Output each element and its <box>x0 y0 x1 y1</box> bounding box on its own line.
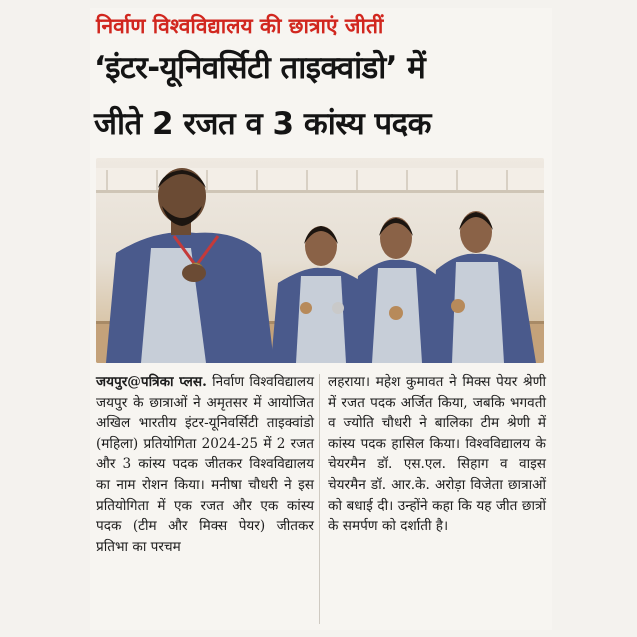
news-clipping <box>90 8 552 630</box>
column-1-text: निर्वाण विश्वविद्यालय जयपुर के छात्राओं ने अमृतसर में आयोजित अखिल भारतीय इंटर-यूनिवर्सिटी ताइक्वांडो (महिला) प्रतियोगिता 2024-25 में 2 रजत और 3 कांस्य पदक जीतकर विश्वविद्यालय का नाम रोशन किया। मनीषा चौधरी ने इस प्रतियोगिता में एक रजत और एक कांस्य पदक (टीम और मिक्स पेयर) जीतकर प्रतिभा का परचम <box>96 374 314 555</box>
person-coach <box>106 168 274 363</box>
article-column-1 <box>96 372 314 557</box>
column-2-text: लहराया। महेश कुमावत ने मिक्स पेयर श्रेणी में रजत पदक अर्जित किया, जबकि भगवती व ज्योति चौधरी ने बालिका टीम श्रेणी में कांस्य पदक हासिल किया। विश्वविद्यालय के चेयरमैन डॉ. एस.एल. सिहाग व वाइस चेयरमैन डॉ. आर.के. अरोड़ा विजेता छात्राओं को बधाई दी। उन्होंने कहा कि यह जीत छात्रों के समर्पण को दर्शाती है। <box>328 374 546 535</box>
headline-line-2: जीते 2 रजत व 3 कांस्य पदक <box>94 106 431 142</box>
column-divider <box>319 374 320 624</box>
article-photo <box>96 158 544 363</box>
headline-line-1: ‘इंटर-यूनिवर्सिटी ताइक्वांडो’ में <box>94 50 426 86</box>
dateline: जयपुर@पत्रिका प्लस. <box>96 374 207 390</box>
person-medalist-3 <box>428 211 536 363</box>
medalists-photo-illustration <box>96 158 544 363</box>
person-medalist-2 <box>351 217 441 363</box>
kicker-heading: निर्वाण विश्वविद्यालय की छात्राएं जीतीं <box>96 14 384 38</box>
article-column-2 <box>328 372 546 537</box>
